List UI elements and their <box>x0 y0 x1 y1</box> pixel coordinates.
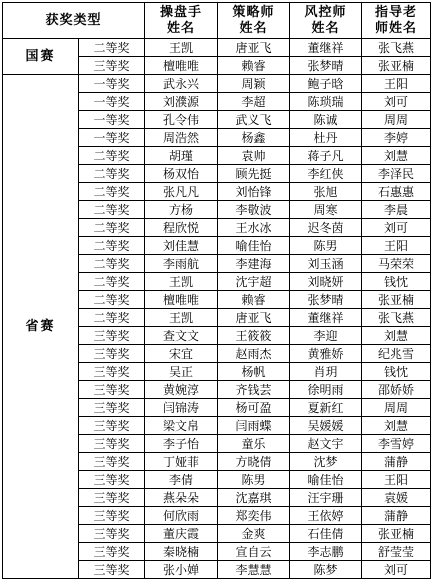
risk-control-name-cell: 刘晓妍 <box>290 273 362 291</box>
operator-name-cell: 闫锦涛 <box>145 399 218 417</box>
operator-name-cell: 何欣雨 <box>145 507 218 525</box>
award-level-cell: 二等奖 <box>79 165 145 183</box>
award-level-cell: 三等奖 <box>79 453 145 471</box>
table-row <box>3 75 431 93</box>
operator-name-cell: 王凯 <box>145 309 218 327</box>
advisor-name-cell: 刘慧 <box>362 147 431 165</box>
strategist-name-cell: 赖睿 <box>218 57 290 75</box>
risk-control-name-cell: 鲍子晗 <box>290 75 362 93</box>
operator-name-cell: 张小婵 <box>145 561 218 579</box>
operator-name-cell: 秦晓楠 <box>145 543 218 561</box>
risk-control-name-cell: 张旭 <box>290 183 362 201</box>
advisor-name-cell: 王阳 <box>362 237 431 255</box>
strategist-name-cell: 沈嘉琪 <box>218 489 290 507</box>
strategist-name-cell: 李建海 <box>218 255 290 273</box>
header-operator-line2: 姓名 <box>167 20 196 36</box>
strategist-name-cell: 喻佳怡 <box>218 237 290 255</box>
strategist-name-cell: 袁帅 <box>218 147 290 165</box>
advisor-name-cell: 钱忱 <box>362 273 431 291</box>
strategist-name-cell: 杨可盈 <box>218 399 290 417</box>
category-cell: 省赛 <box>3 75 79 579</box>
advisor-name-cell: 周周 <box>362 111 431 129</box>
strategist-name-cell: 唐亚飞 <box>218 309 290 327</box>
award-level-cell: 三等奖 <box>79 489 145 507</box>
operator-name-cell: 查文文 <box>145 327 218 345</box>
strategist-name-cell: 王筱筱 <box>218 327 290 345</box>
operator-name-cell: 杨双怡 <box>145 165 218 183</box>
award-level-cell: 二等奖 <box>79 201 145 219</box>
operator-name-cell: 丁娅菲 <box>145 453 218 471</box>
award-level-cell: 二等奖 <box>79 147 145 165</box>
strategist-name-cell: 齐钱芸 <box>218 381 290 399</box>
advisor-name-cell: 刘可 <box>362 219 431 237</box>
operator-name-cell: 梁文帛 <box>145 417 218 435</box>
operator-name-cell: 董庆霞 <box>145 525 218 543</box>
strategist-name-cell: 唐亚飞 <box>218 39 290 57</box>
advisor-name-cell: 邵娇娇 <box>362 381 431 399</box>
strategist-name-cell: 郑奕伟 <box>218 507 290 525</box>
header-strategist <box>218 3 290 39</box>
advisor-name-cell: 舒莹莹 <box>362 543 431 561</box>
strategist-name-cell: 顾先挺 <box>218 165 290 183</box>
operator-name-cell: 王凯 <box>145 39 218 57</box>
strategist-name-cell: 刘怡锋 <box>218 183 290 201</box>
header-strategist-line1: 策略师 <box>232 4 275 20</box>
operator-name-cell: 黄婉淳 <box>145 381 218 399</box>
award-level-cell: 二等奖 <box>79 273 145 291</box>
advisor-name-cell: 张飞燕 <box>362 39 431 57</box>
award-level-cell: 三等奖 <box>79 525 145 543</box>
award-level-cell: 二等奖 <box>79 237 145 255</box>
header-risk-control-line2: 姓名 <box>311 20 340 36</box>
operator-name-cell: 檀唯唯 <box>145 291 218 309</box>
risk-control-name-cell: 周寒 <box>290 201 362 219</box>
operator-name-cell: 武永兴 <box>145 75 218 93</box>
header-advisor <box>362 3 431 39</box>
advisor-name-cell: 张亚楠 <box>362 291 431 309</box>
advisor-name-cell: 蒲静 <box>362 453 431 471</box>
advisor-name-cell: 刘可 <box>362 561 431 579</box>
risk-control-name-cell: 肖玥 <box>290 363 362 381</box>
table-row <box>3 39 431 57</box>
risk-control-name-cell: 汪宇珊 <box>290 489 362 507</box>
operator-name-cell: 燕朵朵 <box>145 489 218 507</box>
strategist-name-cell: 李慧慧 <box>218 561 290 579</box>
award-level-cell: 三等奖 <box>79 435 145 453</box>
operator-name-cell: 孔令伟 <box>145 111 218 129</box>
advisor-name-cell: 周周 <box>362 399 431 417</box>
header-risk-control <box>290 3 362 39</box>
strategist-name-cell: 赵雨杰 <box>218 345 290 363</box>
risk-control-name-cell: 吴媛媛 <box>290 417 362 435</box>
risk-control-name-cell: 陈琐瑞 <box>290 93 362 111</box>
operator-name-cell: 宋宜 <box>145 345 218 363</box>
advisor-name-cell: 石惠惠 <box>362 183 431 201</box>
header-risk-control-line1: 风控师 <box>304 4 347 20</box>
advisor-name-cell: 张亚楠 <box>362 525 431 543</box>
operator-name-cell: 李子怡 <box>145 435 218 453</box>
header-operator <box>145 3 218 39</box>
operator-name-cell: 方杨 <box>145 201 218 219</box>
award-level-cell: 三等奖 <box>79 381 145 399</box>
advisor-name-cell: 李泽民 <box>362 165 431 183</box>
risk-control-name-cell: 刘玉涵 <box>290 255 362 273</box>
risk-control-name-cell: 石佳倩 <box>290 525 362 543</box>
award-table-container <box>2 2 431 579</box>
risk-control-name-cell: 徐明雨 <box>290 381 362 399</box>
operator-name-cell: 周浩然 <box>145 129 218 147</box>
header-advisor-line2: 师姓名 <box>375 20 418 36</box>
strategist-name-cell: 陈男 <box>218 471 290 489</box>
risk-control-name-cell: 董继祥 <box>290 309 362 327</box>
advisor-name-cell: 李雪婷 <box>362 435 431 453</box>
award-level-cell: 三等奖 <box>79 57 145 75</box>
strategist-name-cell: 王水冰 <box>218 219 290 237</box>
risk-control-name-cell: 陈诚 <box>290 111 362 129</box>
operator-name-cell: 王凯 <box>145 273 218 291</box>
risk-control-name-cell: 董继祥 <box>290 39 362 57</box>
award-level-cell: 三等奖 <box>79 507 145 525</box>
risk-control-name-cell: 张梦晴 <box>290 57 362 75</box>
advisor-name-cell: 马荣荣 <box>362 255 431 273</box>
award-level-cell: 二等奖 <box>79 291 145 309</box>
award-level-cell: 三等奖 <box>79 345 145 363</box>
strategist-name-cell: 周颖 <box>218 75 290 93</box>
strategist-name-cell: 李敬波 <box>218 201 290 219</box>
strategist-name-cell: 武义飞 <box>218 111 290 129</box>
operator-name-cell: 吴正 <box>145 363 218 381</box>
strategist-name-cell: 童乐 <box>218 435 290 453</box>
operator-name-cell: 刘佳慧 <box>145 237 218 255</box>
header-strategist-line2: 姓名 <box>239 20 268 36</box>
table-body <box>3 39 431 579</box>
advisor-name-cell: 李婷 <box>362 129 431 147</box>
advisor-name-cell: 张飞燕 <box>362 309 431 327</box>
risk-control-name-cell: 迟冬茵 <box>290 219 362 237</box>
operator-name-cell: 李雨航 <box>145 255 218 273</box>
advisor-name-cell: 纪兆雪 <box>362 345 431 363</box>
award-level-cell: 一等奖 <box>79 111 145 129</box>
risk-control-name-cell: 蒋子凡 <box>290 147 362 165</box>
operator-name-cell: 刘濮源 <box>145 93 218 111</box>
category-cell: 国赛 <box>3 39 79 75</box>
advisor-name-cell: 张亚楠 <box>362 57 431 75</box>
advisor-name-cell: 刘慧 <box>362 417 431 435</box>
operator-name-cell: 檀唯唯 <box>145 57 218 75</box>
strategist-name-cell: 赖睿 <box>218 291 290 309</box>
award-level-cell: 三等奖 <box>79 327 145 345</box>
operator-name-cell: 李倩 <box>145 471 218 489</box>
risk-control-name-cell: 陈男 <box>290 237 362 255</box>
operator-name-cell: 胡瑾 <box>145 147 218 165</box>
risk-control-name-cell: 张梦晴 <box>290 291 362 309</box>
award-level-cell: 一等奖 <box>79 75 145 93</box>
table-header-row <box>3 3 431 39</box>
award-level-cell: 二等奖 <box>79 39 145 57</box>
award-level-cell: 三等奖 <box>79 561 145 579</box>
risk-control-name-cell: 王依婷 <box>290 507 362 525</box>
strategist-name-cell: 闫雨蝶 <box>218 417 290 435</box>
award-level-cell: 三等奖 <box>79 399 145 417</box>
strategist-name-cell: 李超 <box>218 93 290 111</box>
advisor-name-cell: 王阳 <box>362 471 431 489</box>
award-level-cell: 三等奖 <box>79 363 145 381</box>
award-level-cell: 一等奖 <box>79 129 145 147</box>
award-level-cell: 二等奖 <box>79 219 145 237</box>
risk-control-name-cell: 李迎 <box>290 327 362 345</box>
operator-name-cell: 程欣悦 <box>145 219 218 237</box>
award-level-cell: 二等奖 <box>79 255 145 273</box>
award-table <box>2 2 431 579</box>
award-level-cell: 三等奖 <box>79 543 145 561</box>
risk-control-name-cell: 喻佳怡 <box>290 471 362 489</box>
advisor-name-cell: 蒲静 <box>362 507 431 525</box>
advisor-name-cell: 钱忱 <box>362 363 431 381</box>
strategist-name-cell: 方晓倩 <box>218 453 290 471</box>
strategist-name-cell: 金爽 <box>218 525 290 543</box>
award-level-cell: 三等奖 <box>79 417 145 435</box>
strategist-name-cell: 杨帆 <box>218 363 290 381</box>
strategist-name-cell: 杨鑫 <box>218 129 290 147</box>
award-level-cell: 二等奖 <box>79 183 145 201</box>
award-level-cell: 一等奖 <box>79 93 145 111</box>
strategist-name-cell: 沈宇超 <box>218 273 290 291</box>
award-level-cell: 二等奖 <box>79 309 145 327</box>
risk-control-name-cell: 杜丹 <box>290 129 362 147</box>
award-level-cell: 三等奖 <box>79 471 145 489</box>
risk-control-name-cell: 赵文宇 <box>290 435 362 453</box>
header-operator-line1: 操盘手 <box>160 4 203 20</box>
risk-control-name-cell: 陈梦 <box>290 561 362 579</box>
risk-control-name-cell: 沈梦 <box>290 453 362 471</box>
advisor-name-cell: 袁媛 <box>362 489 431 507</box>
advisor-name-cell: 刘可 <box>362 93 431 111</box>
advisor-name-cell: 王阳 <box>362 75 431 93</box>
risk-control-name-cell: 李红侠 <box>290 165 362 183</box>
strategist-name-cell: 宣自云 <box>218 543 290 561</box>
risk-control-name-cell: 黄雅娇 <box>290 345 362 363</box>
advisor-name-cell: 李晨 <box>362 201 431 219</box>
advisor-name-cell: 刘慧 <box>362 327 431 345</box>
risk-control-name-cell: 李志鹏 <box>290 543 362 561</box>
operator-name-cell: 张凡凡 <box>145 183 218 201</box>
header-advisor-line1: 指导老 <box>375 4 418 20</box>
risk-control-name-cell: 夏新红 <box>290 399 362 417</box>
header-award-type: 获奖类型 <box>3 3 145 39</box>
